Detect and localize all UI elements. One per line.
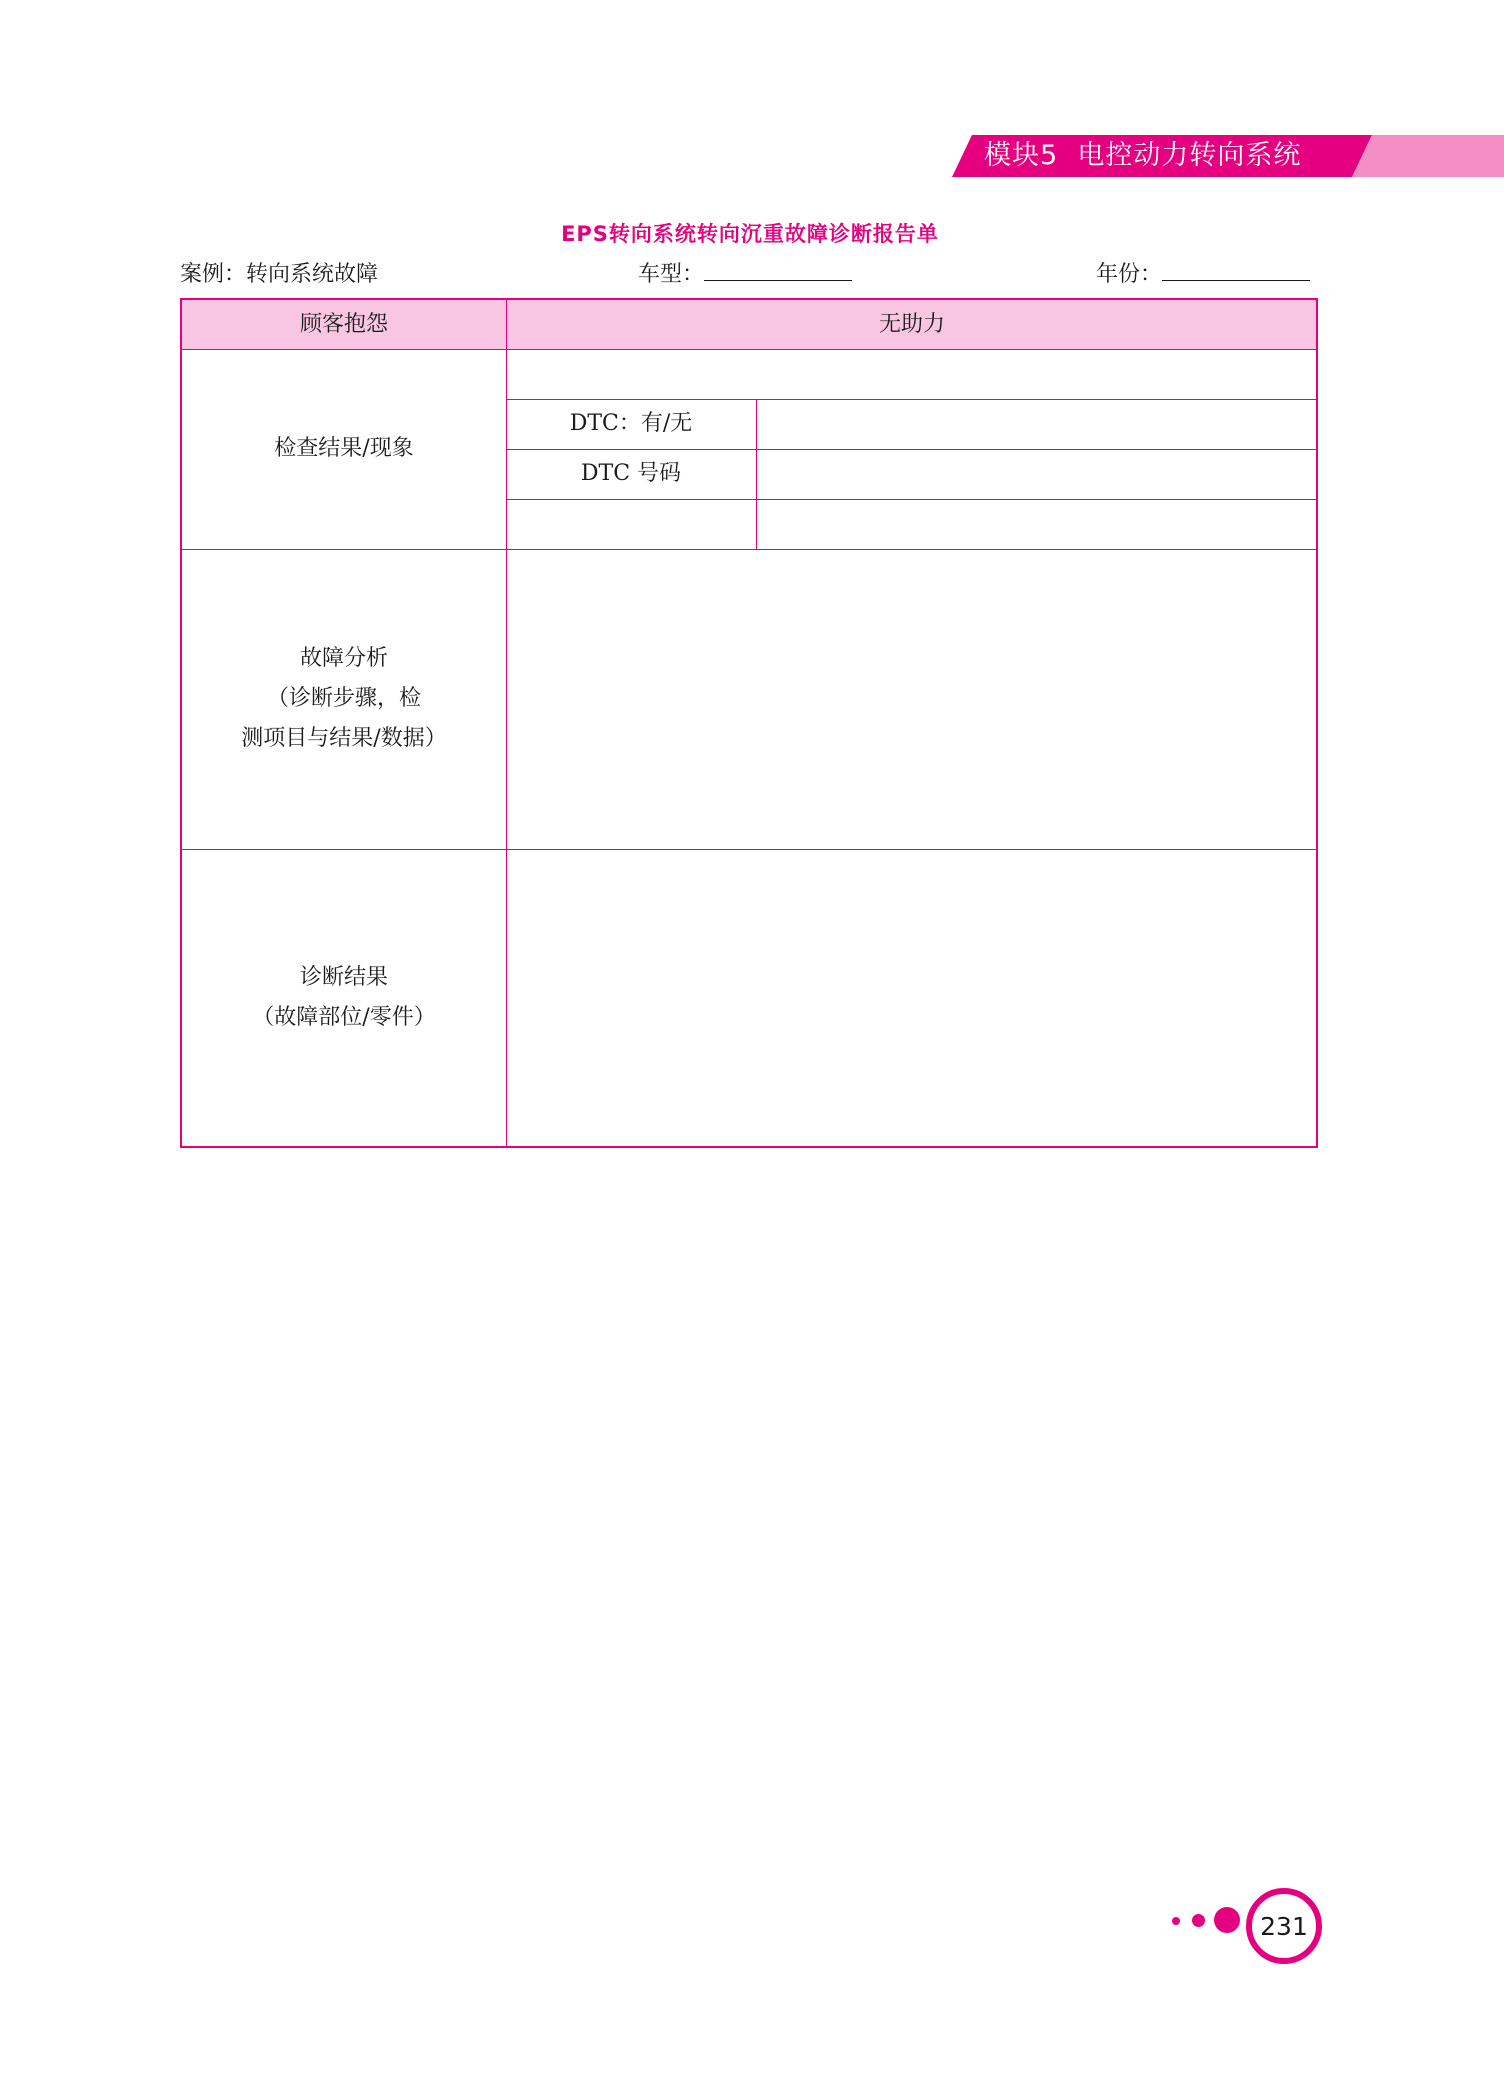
dtc-code-label: DTC 号码 — [580, 461, 682, 486]
module-title: 电控动力转向系统 — [1077, 140, 1302, 171]
model-label: 车型： — [638, 262, 705, 287]
model-field[interactable] — [704, 279, 852, 281]
diagnosis-result-line-2: （故障部位/零件） — [252, 1004, 436, 1030]
fault-analysis-line-1: 故障分析 — [299, 646, 388, 671]
extra-label-cell[interactable] — [506, 499, 756, 549]
year-label: 年份： — [1096, 262, 1163, 287]
check-results-label: 检查结果/现象 — [274, 436, 414, 461]
diagnosis-result-label — [182, 849, 506, 1146]
fault-analysis-label — [182, 549, 506, 849]
module-banner-accent — [1352, 135, 1504, 177]
dtc-presence-label: DTC：有/无 — [569, 411, 693, 436]
year-info — [1096, 257, 1310, 288]
header-complaint-value: 无助力 — [878, 311, 945, 337]
diagnosis-result-line-1: 诊断结果 — [299, 964, 388, 990]
model-info — [638, 257, 852, 288]
page-dot-small-icon — [1172, 1917, 1180, 1925]
check-results-field[interactable] — [506, 349, 1318, 399]
dtc-presence-field[interactable] — [756, 399, 1318, 449]
case-label: 案例： — [180, 262, 247, 287]
fault-analysis-line-2: （诊断步骤，检 — [266, 686, 421, 711]
fault-analysis-field[interactable] — [506, 549, 1318, 849]
extra-value-cell[interactable] — [756, 499, 1318, 549]
diagnosis-report-table — [180, 298, 1318, 1148]
page-number-text: 231 — [1260, 1911, 1308, 1941]
page-dot-medium-icon — [1192, 1914, 1205, 1927]
page-dot-large-icon — [1214, 1907, 1240, 1933]
case-value: 转向系统故障 — [246, 262, 379, 287]
page-number — [1246, 1888, 1322, 1964]
header-complaint: 顾客抱怨 — [299, 311, 388, 337]
module-heading — [984, 135, 1301, 177]
dtc-code-field[interactable] — [756, 449, 1318, 499]
case-info — [180, 257, 378, 288]
form-title: EPS转向系统转向沉重故障诊断报告单 — [561, 222, 939, 246]
diagnosis-result-field[interactable] — [506, 849, 1318, 1146]
fault-analysis-line-3: 测项目与结果/数据） — [241, 726, 447, 751]
year-field[interactable] — [1162, 279, 1310, 281]
module-label: 模块5 — [984, 140, 1059, 171]
